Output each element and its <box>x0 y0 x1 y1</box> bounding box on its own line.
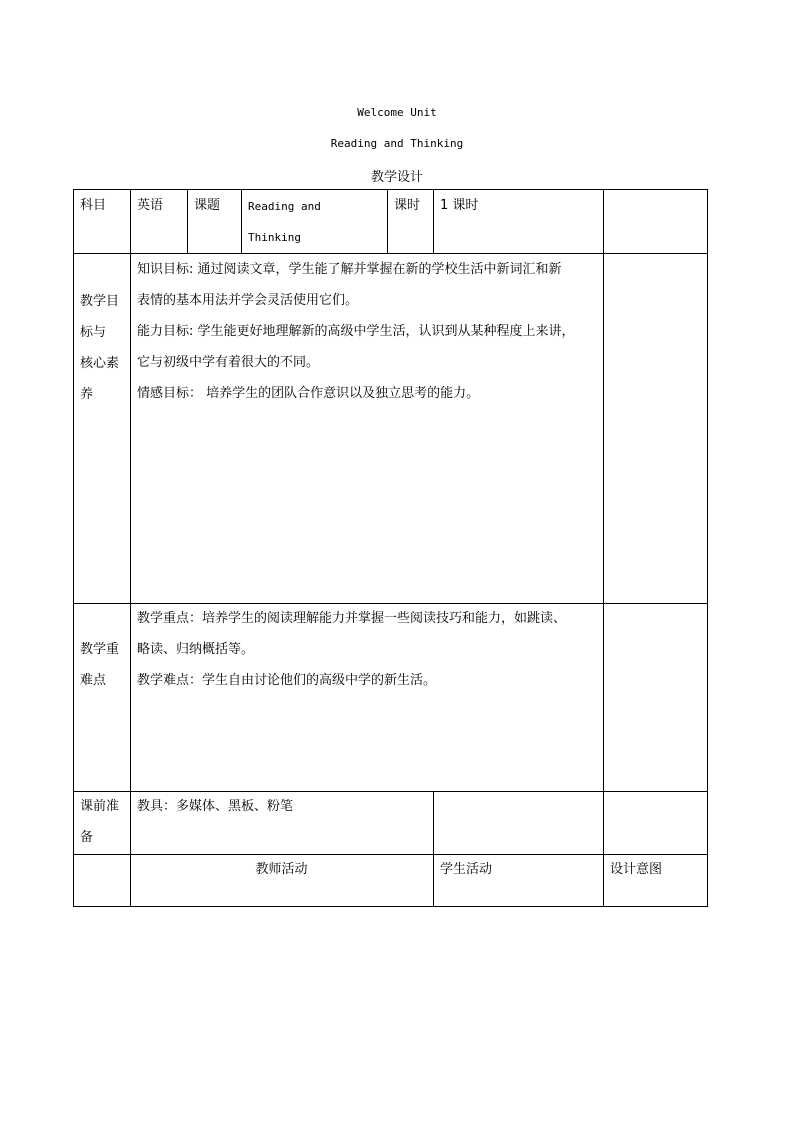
table-rule-col5a <box>433 189 434 253</box>
keypoints-label-line2: 难点 <box>80 673 107 688</box>
subject-value: 英语 <box>137 198 164 213</box>
objectives-label-line3: 核心素 <box>80 356 120 371</box>
preparation-value: 教具：多媒体、黑板、粉笔 <box>137 799 294 814</box>
doc-title-line2: Reading and Thinking <box>330 137 464 150</box>
period-value: 1 课时 <box>440 198 479 213</box>
table-border-left <box>73 189 74 907</box>
objectives-line4: 它与初级中学有着很大的不同。 <box>137 355 320 370</box>
objectives-label-line4: 养 <box>80 387 94 402</box>
objectives-line2: 表情的基本用法并学会灵活使用它们。 <box>137 293 359 308</box>
preparation-label-line1: 课前准 <box>80 799 120 814</box>
table-rule-col1 <box>130 189 131 907</box>
table-border-bottom <box>73 906 708 907</box>
student-activity-header: 学生活动 <box>440 862 493 877</box>
topic-label: 课题 <box>194 198 221 213</box>
topic-value-line1: Reading and <box>248 200 321 213</box>
design-purpose-header: 设计意图 <box>610 862 663 877</box>
objectives-label-line1: 教学目 <box>80 294 120 309</box>
keypoints-line3: 教学难点：学生自由讨论他们的高级中学的新生活。 <box>137 673 437 688</box>
topic-value-line2: Thinking <box>248 231 301 244</box>
objectives-line1: 知识目标: 通过阅读文章，学生能了解并掌握在新的学校生活中新词汇和新 <box>137 262 562 277</box>
teacher-activity-header: 教师活动 <box>255 862 308 877</box>
doc-title-line1: Welcome Unit <box>357 106 437 119</box>
doc-title-line3: 教学设计 <box>370 170 423 185</box>
period-label: 课时 <box>394 198 421 213</box>
objectives-line3: 能力目标: 学生能更好地理解新的高级中学生活，认识到从某种程度上来讲， <box>137 324 575 339</box>
table-rule-col4 <box>387 189 388 253</box>
keypoints-line1: 教学重点：培养学生的阅读理解能力并掌握一些阅读技巧和能力，如跳读、 <box>137 611 567 626</box>
preparation-label-line2: 备 <box>80 830 94 845</box>
objectives-line5: 情感目标： 培养学生的团队合作意识以及独立思考的能力。 <box>137 386 480 401</box>
keypoints-line2: 略读、归纳概括等。 <box>137 642 255 657</box>
table-rule-col3 <box>241 189 242 253</box>
table-rule-col6 <box>603 189 604 907</box>
table-rule-col5b <box>433 791 434 907</box>
subject-label: 科目 <box>80 198 107 213</box>
table-border-top <box>73 189 708 190</box>
keypoints-label-line1: 教学重 <box>80 642 120 657</box>
objectives-label-line2: 标与 <box>80 325 107 340</box>
table-border-right <box>707 189 708 907</box>
table-rule-col2 <box>187 189 188 253</box>
